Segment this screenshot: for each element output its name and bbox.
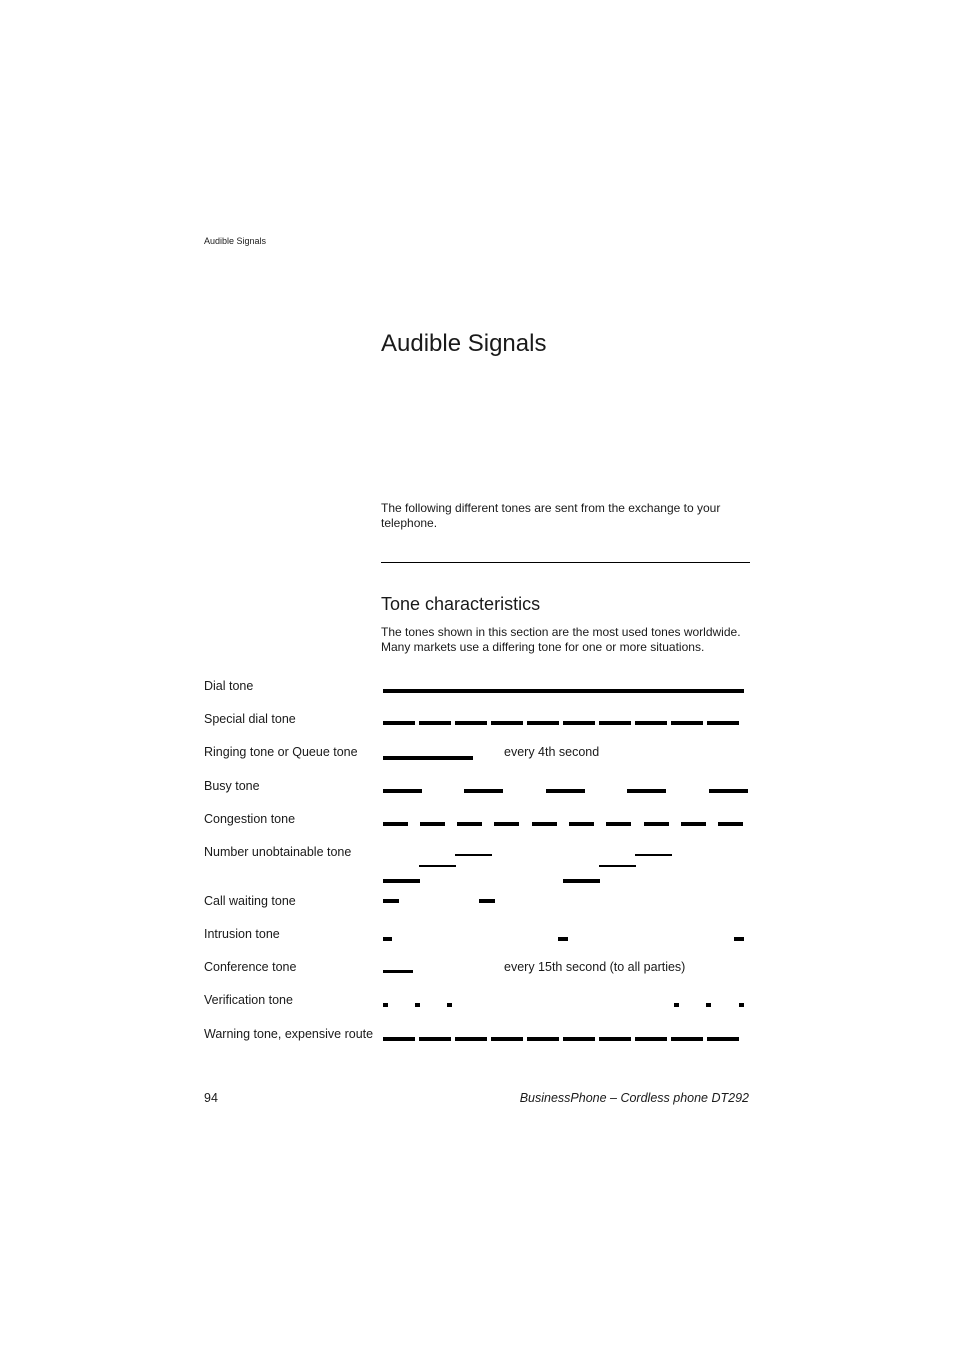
congestion-tone-dash-9 bbox=[718, 822, 743, 826]
special-dial-tone-dash-9 bbox=[707, 721, 739, 725]
congestion-tone-dash-3 bbox=[494, 822, 519, 826]
dial-tone-bar bbox=[383, 689, 744, 693]
warning-tone-dash-4 bbox=[527, 1037, 559, 1041]
congestion-tone-dash-8 bbox=[681, 822, 706, 826]
special-dial-tone-dash-0 bbox=[383, 721, 415, 725]
section-title: Tone characteristics bbox=[381, 594, 541, 614]
nu-tone-mid-1 bbox=[599, 865, 636, 867]
verification-dot-5 bbox=[739, 1003, 744, 1007]
congestion-tone-dash-5 bbox=[569, 822, 594, 826]
nu-tone-mid-0 bbox=[419, 865, 456, 867]
verification-dot-4 bbox=[706, 1003, 711, 1007]
verification-dot-1 bbox=[415, 1003, 420, 1007]
call-waiting-dash-1 bbox=[479, 899, 495, 903]
warning-tone-dash-9 bbox=[707, 1037, 739, 1041]
special-dial-tone-dash-7 bbox=[635, 721, 667, 725]
warning-tone-dash-7 bbox=[635, 1037, 667, 1041]
intro-paragraph: The following different tones are sent from the exchange to your telephone. bbox=[381, 501, 721, 530]
verification-dot-2 bbox=[447, 1003, 452, 1007]
warning-tone-dash-2 bbox=[455, 1037, 487, 1041]
busy-tone-dash-4 bbox=[709, 789, 748, 793]
ringing-tone-note: every 4th second bbox=[504, 745, 600, 759]
intrusion-dot-1 bbox=[558, 937, 568, 941]
congestion-tone-dash-6 bbox=[606, 822, 631, 826]
congestion-tone-dash-0 bbox=[383, 822, 408, 826]
intrusion-dot-2 bbox=[734, 937, 744, 941]
section-divider bbox=[381, 562, 750, 563]
special-dial-tone-dash-6 bbox=[599, 721, 631, 725]
warning-tone-dash-0 bbox=[383, 1037, 415, 1041]
verification-dot-0 bbox=[383, 1003, 388, 1007]
congestion-tone-dash-1 bbox=[420, 822, 445, 826]
tone-label-congestion: Congestion tone bbox=[204, 812, 296, 826]
special-dial-tone-dash-5 bbox=[563, 721, 595, 725]
tone-label-conference: Conference tone bbox=[204, 960, 297, 974]
conference-tone-note: every 15th second (to all parties) bbox=[504, 960, 686, 974]
warning-tone-dash-5 bbox=[563, 1037, 595, 1041]
tone-label-verification: Verification tone bbox=[204, 993, 293, 1007]
conference-tone-bar bbox=[383, 970, 413, 973]
special-dial-tone-dash-4 bbox=[527, 721, 559, 725]
tone-label-call-waiting: Call waiting tone bbox=[204, 894, 296, 908]
tone-label-busy: Busy tone bbox=[204, 779, 260, 793]
warning-tone-dash-1 bbox=[419, 1037, 451, 1041]
special-dial-tone-dash-8 bbox=[671, 721, 703, 725]
intrusion-dot-0 bbox=[383, 937, 392, 941]
section-intro: The tones shown in this section are the most used tones worldwide. Many markets use a differing tone for one or more situations. bbox=[381, 625, 741, 654]
tone-label-warning-expensive: Warning tone, expensive route bbox=[204, 1027, 374, 1041]
verification-dot-3 bbox=[674, 1003, 679, 1007]
running-header: Audible Signals bbox=[204, 236, 267, 246]
congestion-tone-dash-4 bbox=[532, 822, 557, 826]
nu-tone-low-0 bbox=[383, 879, 420, 883]
special-dial-tone-dash-3 bbox=[491, 721, 523, 725]
tone-label-special-dial: Special dial tone bbox=[204, 712, 296, 726]
busy-tone-dash-3 bbox=[627, 789, 666, 793]
tone-label-intrusion: Intrusion tone bbox=[204, 927, 280, 941]
page-number: 94 bbox=[204, 1091, 218, 1105]
nu-tone-low-1 bbox=[563, 879, 600, 883]
warning-tone-dash-3 bbox=[491, 1037, 523, 1041]
busy-tone-dash-2 bbox=[546, 789, 585, 793]
nu-tone-high-1 bbox=[635, 854, 672, 856]
warning-tone-dash-8 bbox=[671, 1037, 703, 1041]
footer-doc-title: BusinessPhone – Cordless phone DT292 bbox=[519, 1091, 749, 1105]
page-title: Audible Signals bbox=[381, 330, 547, 357]
busy-tone-dash-0 bbox=[383, 789, 422, 793]
ringing-tone-bar bbox=[383, 756, 473, 760]
tone-label-number-unobtainable: Number unobtainable tone bbox=[204, 845, 352, 859]
tone-label-ringing: Ringing tone or Queue tone bbox=[204, 745, 358, 759]
call-waiting-dash-0 bbox=[383, 899, 399, 903]
warning-tone-dash-6 bbox=[599, 1037, 631, 1041]
tone-label-dial: Dial tone bbox=[204, 679, 254, 693]
busy-tone-dash-1 bbox=[464, 789, 503, 793]
congestion-tone-dash-2 bbox=[457, 822, 482, 826]
special-dial-tone-dash-1 bbox=[419, 721, 451, 725]
congestion-tone-dash-7 bbox=[644, 822, 669, 826]
nu-tone-high-0 bbox=[455, 854, 492, 856]
special-dial-tone-dash-2 bbox=[455, 721, 487, 725]
